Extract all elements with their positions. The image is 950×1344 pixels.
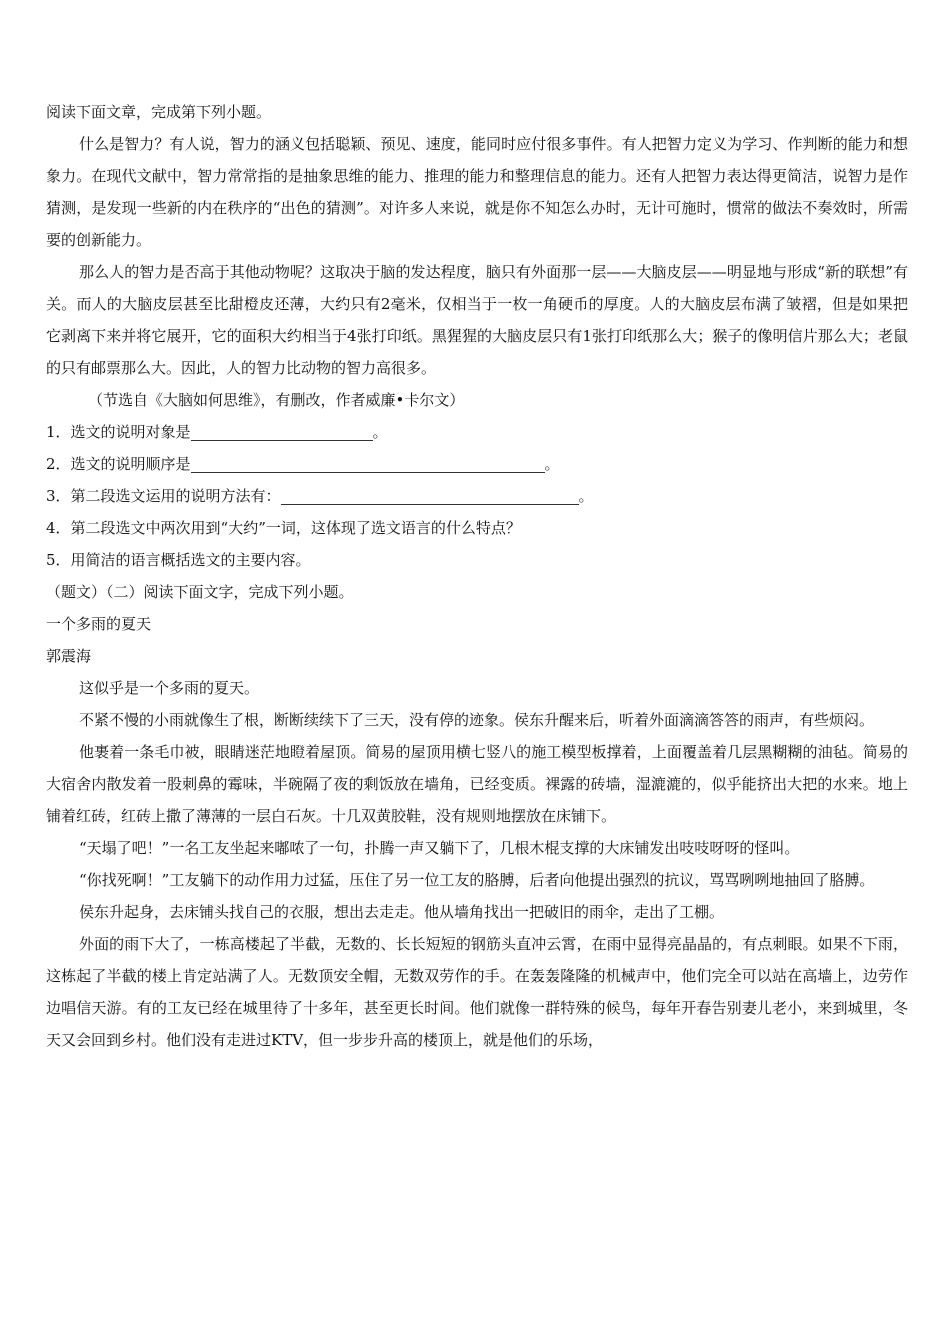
section2-header: （题文）（二）阅读下面文字，完成下列小题。	[46, 583, 354, 601]
document-page	[46, 96, 908, 1056]
question-3	[46, 480, 908, 512]
reading-instruction: 阅读下面文章，完成第下列小题。	[46, 103, 272, 121]
question-2-end: 。	[544, 455, 560, 473]
answer-blank-1[interactable]	[191, 422, 373, 441]
question-3-text: 3．第二段选文运用的说明方法有：	[46, 487, 281, 505]
question-2-text: 2．选文的说明顺序是	[46, 455, 191, 473]
story-author: 郭震海	[46, 647, 92, 665]
story-title: 一个多雨的夏天	[46, 615, 152, 633]
passage1-source: （节选自《大脑如何思维》，有删改，作者威廉•卡尔文）	[88, 391, 465, 409]
passage1-paragraph-1: 什么是智力？有人说，智力的涵义包括聪颖、预见、速度，能同时应付很多事件。有人把智力定义为学习、作判断的能力和想象力。在现代文献中，智力常常指的是抽象思维的能力、推理的能力和整理信息的能力。还有人把智力表达得更简洁，说智力是作猜测，是发现一些新的内在秩序的“出色的猜测”。对许多人来说，就是你不知怎么办时，无计可施时，惯常的做法不奏效时，所需要的创新能力。	[46, 135, 908, 249]
story-paragraph-6: 侯东升起身，去床铺头找自己的衣服，想出去走走。他从墙角找出一把破旧的雨伞，走出了工棚。	[79, 903, 725, 921]
story-paragraph-5: “你找死啊！”工友躺下的动作用力过猛，压住了另一位工友的胳膊，后者向他提出强烈的抗议，骂骂咧咧地抽回了胳膊。	[79, 871, 875, 889]
question-5: 5．用简洁的语言概括选文的主要内容。	[46, 551, 311, 569]
passage1-paragraph-2: 那么人的智力是否高于其他动物呢？这取决于脑的发达程度，脑只有外面那一层——大脑皮层——明显地与形成“新的联想”有关。而人的大脑皮层甚至比甜橙皮还薄，大约只有2毫米，仅相当于一枚一角硬币的厚度。人的大脑皮层布满了皱褶，但是如果把它剥离下来并将它展开，它的面积大约相当于4张打印纸。黑猩猩的大脑皮层只有1张打印纸那么大；猴子的像明信片那么大；老鼠的只有邮票那么大。因此，人的智力比动物的智力高很多。	[46, 263, 908, 377]
story-paragraph-4: “天塌了吧！”一名工友坐起来嘟哝了一句，扑腾一声又躺下了，几根木棍支撑的大床铺发出吱吱呀呀的怪叫。	[79, 839, 800, 857]
story-paragraph-1: 这似乎是一个多雨的夏天。	[79, 679, 260, 697]
question-3-end: 。	[578, 487, 594, 505]
question-1-end: 。	[372, 423, 388, 441]
answer-blank-3[interactable]	[281, 486, 579, 505]
story-paragraph-7: 外面的雨下大了，一栋高楼起了半截，无数的、长长短短的钢筋头直冲云霄，在雨中显得亮晶晶的，有点刺眼。如果不下雨，这栋起了半截的楼上肯定站满了人。无数顶安全帽，无数双劳作的手。在轰轰隆隆的机械声中，他们完全可以站在高墙上，边劳作边唱信天游。有的工友已经在城里待了十多年，甚至更长时间。他们就像一群特殊的候鸟，每年开春告别妻儿老小，来到城里，冬天又会回到乡村。他们没有走进过KTV，但一步步升高的楼顶上，就是他们的乐场，	[46, 935, 908, 1049]
story-paragraph-2: 不紧不慢的小雨就像生了根，断断续续下了三天，没有停的迹象。侯东升醒来后，听着外面滴滴答答的雨声，有些烦闷。	[79, 711, 875, 729]
question-1-text: 1．选文的说明对象是	[46, 423, 191, 441]
question-4: 4．第二段选文中两次用到“大约”一词，这体现了选文语言的什么特点？	[46, 519, 521, 537]
question-1	[46, 416, 908, 448]
story-paragraph-3: 他裹着一条毛巾被，眼睛迷茫地瞪着屋顶。简易的屋顶用横七竖八的施工模型板撑着，上面覆盖着几层黑糊糊的油毡。简易的大宿舍内散发着一股刺鼻的霉味，半碗隔了夜的剩饭放在墙角，已经变质。裸露的砖墙，湿漉漉的，似乎能挤出大把的水来。地上铺着红砖，红砖上撒了薄薄的一层白石灰。十几双黄胶鞋，没有规则地摆放在床铺下。	[46, 743, 908, 825]
question-2	[46, 448, 908, 480]
answer-blank-2[interactable]	[191, 454, 545, 473]
